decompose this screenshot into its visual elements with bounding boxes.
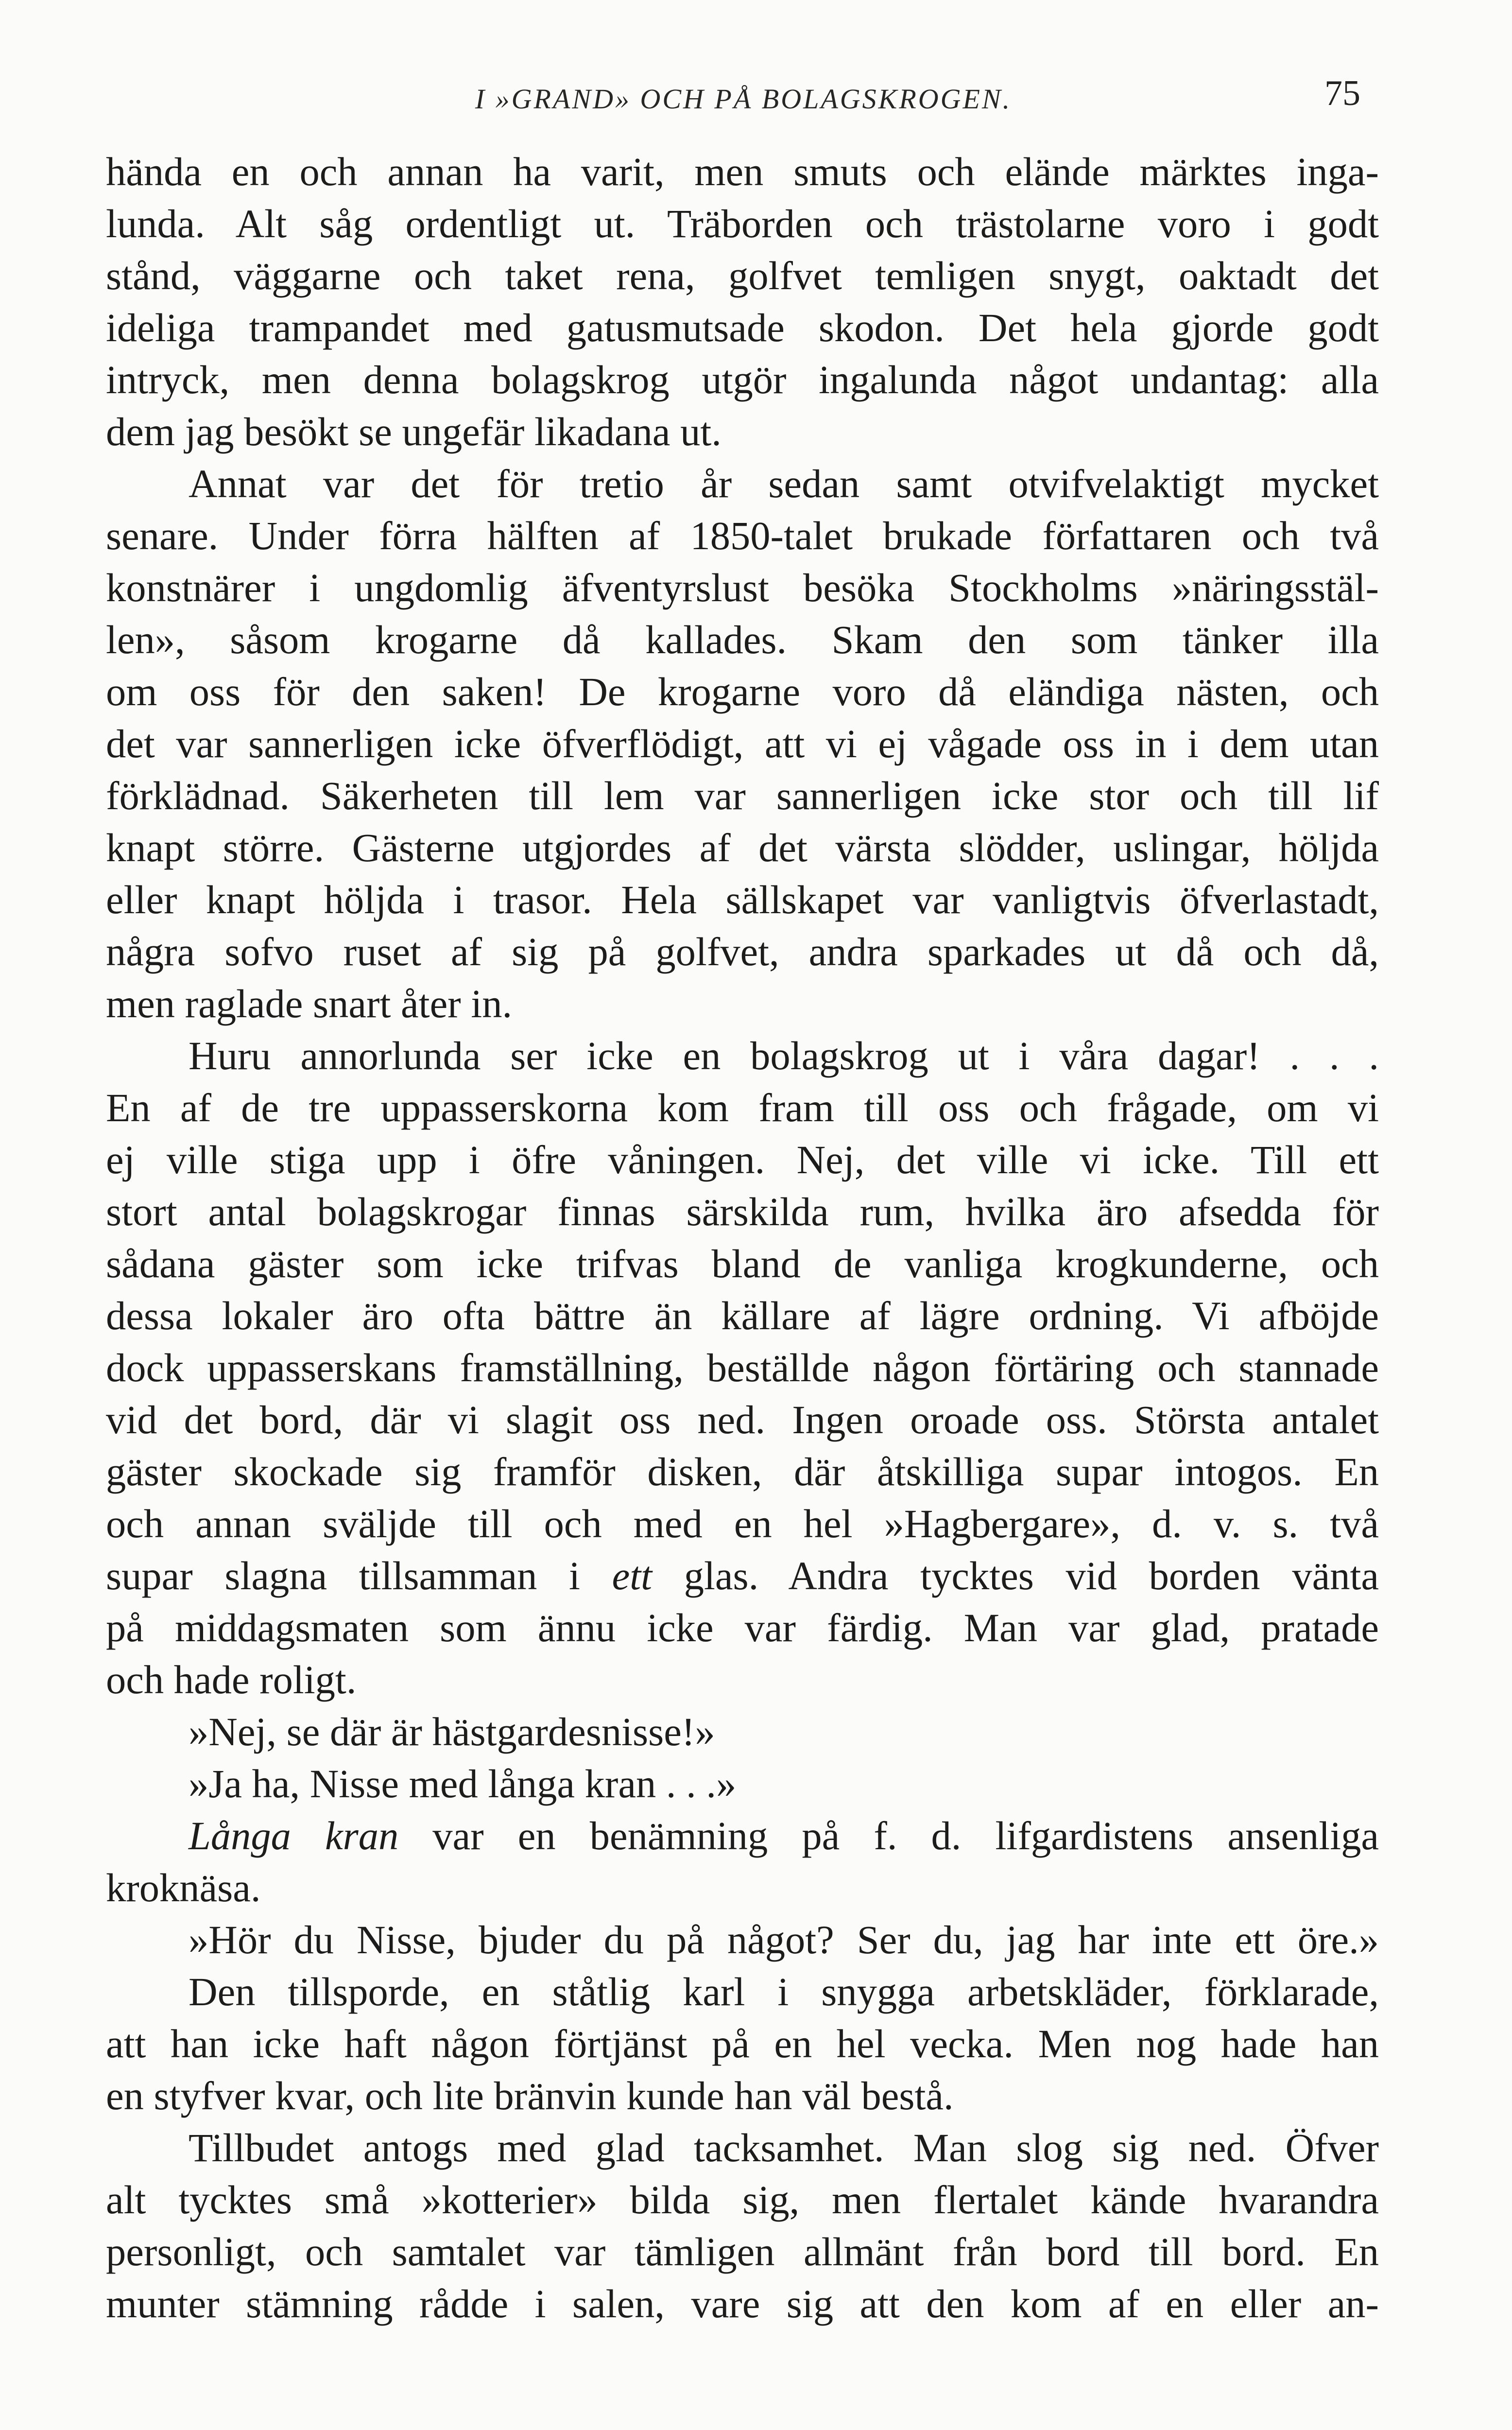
running-head [107, 73, 1380, 126]
text-line: knapt större. Gästerne utgjordes af det värsta slödder, uslingar, höljda [106, 825, 1379, 870]
dialogue-line: »Ja ha, Nisse med långa kran . . .» [189, 1761, 737, 1806]
text-line: men raglade snart åter in. [106, 981, 513, 1026]
italic-phrase: Långa kran [189, 1813, 399, 1858]
dialogue-line: »Hör du Nisse, bjuder du på något? Ser du, jag har inte ett öre.» [189, 1917, 1379, 1962]
text-line: dock uppasserskans framställning, beställde någon förtäring och stannade [106, 1345, 1379, 1390]
page-number: 75 [1324, 73, 1360, 113]
text-line: på middagsmaten som ännu icke var färdig. Man var glad, pratade [106, 1605, 1379, 1650]
text-line [106, 1810, 1379, 1862]
text-line: Den tillsporde, en ståtlig karl i snygga arbetskläder, förklarade, [189, 1969, 1379, 2014]
text-fragment: glas. Andra tycktes vid borden vänta [652, 1553, 1379, 1598]
text-line: några sofvo ruset af sig på golfvet, andra sparkades ut då och då, [106, 929, 1379, 974]
text-line: alt tycktes små »kotterier» bilda sig, men flertalet kände hvarandra [106, 2177, 1379, 2222]
text-line: och annan sväljde till och med en hel »Hagbergare», d. v. s. två [106, 1501, 1379, 1546]
text-line: lunda. Alt såg ordentligt ut. Träborden och trästolarne voro i godt [106, 201, 1379, 246]
text-line: gäster skockade sig framför disken, där åtskilliga supar intogos. En [106, 1449, 1379, 1494]
text-line: senare. Under förra hälften af 1850-talet brukade författaren och två [106, 513, 1379, 558]
running-title: I »GRAND» OCH PÅ BOLAGSKROGEN. [475, 83, 1012, 115]
text-line: Annat var det för tretio år sedan samt otvifvelaktigt mycket [189, 461, 1379, 506]
text-line: intryck, men denna bolagskrog utgör ingalunda något undantag: alla [106, 357, 1379, 402]
text-line: ideliga trampandet med gatusmutsade skodon. Det hela gjorde godt [106, 305, 1379, 350]
text-line: Tillbudet antogs med glad tacksamhet. Man slog sig ned. Öfver [189, 2125, 1379, 2170]
text-fragment: var en benämning på f. d. lifgardistens ansenliga [398, 1813, 1379, 1858]
text-line: hända en och annan ha varit, men smuts och elände märktes inga- [106, 149, 1379, 194]
text-line: personligt, och samtalet var tämligen allmänt från bord till bord. En [106, 2229, 1379, 2274]
text-line: om oss för den saken! De krogarne voro då eländiga nästen, och [106, 669, 1379, 714]
text-line: stånd, väggarne och taket rena, golfvet temligen snygt, oaktadt det [106, 253, 1379, 298]
text-line: ej ville stiga upp i öfre våningen. Nej, det ville vi icke. Till ett [106, 1137, 1379, 1182]
text-line: stort antal bolagskrogar finnas särskilda rum, hvilka äro afsedda för [106, 1189, 1379, 1234]
text-line: dessa lokaler äro ofta bättre än källare af lägre ordning. Vi afböjde [106, 1293, 1379, 1338]
text-line: Huru annorlunda ser icke en bolagskrog ut i våra dagar! . . . [189, 1033, 1379, 1078]
text-fragment: supar slagna tillsamman i [106, 1553, 612, 1598]
text-line: förklädnad. Säkerheten till lem var sannerligen icke stor och till lif [106, 773, 1379, 818]
text-line: en styfver kvar, och lite bränvin kunde han väl bestå. [106, 2073, 954, 2118]
italic-word: ett [612, 1553, 653, 1598]
text-line: och hade roligt. [106, 1657, 357, 1702]
text-line: att han icke haft någon förtjänst på en hel vecka. Men nog hade han [106, 2021, 1379, 2066]
text-line: munter stämning rådde i salen, vare sig att den kom af en eller an- [106, 2281, 1379, 2326]
text-line: sådana gäster som icke trifvas bland de vanliga krogkunderne, och [106, 1241, 1379, 1286]
text-line: kroknäsa. [106, 1865, 261, 1910]
text-line: det var sannerligen icke öfverflödigt, att vi ej vågade oss in i dem utan [106, 721, 1379, 766]
text-line: vid det bord, där vi slagit oss ned. Ingen oroade oss. Största antalet [106, 1397, 1379, 1442]
text-line: konstnärer i ungdomlig äfventyrslust besöka Stockholms »näringsstäl- [106, 565, 1379, 610]
text-line: dem jag besökt se ungefär likadana ut. [106, 409, 722, 454]
text-line [106, 1550, 1379, 1602]
text-line: len», såsom krogarne då kallades. Skam den som tänker illa [106, 617, 1379, 662]
text-line: eller knapt höljda i trasor. Hela sällskapet var vanligtvis öfverlastadt, [106, 877, 1379, 922]
text-line: En af de tre uppasserskorna kom fram till oss och frågade, om vi [106, 1085, 1379, 1130]
dialogue-line: »Nej, se där är hästgardesnisse!» [189, 1709, 715, 1754]
body-text [106, 146, 1379, 2330]
